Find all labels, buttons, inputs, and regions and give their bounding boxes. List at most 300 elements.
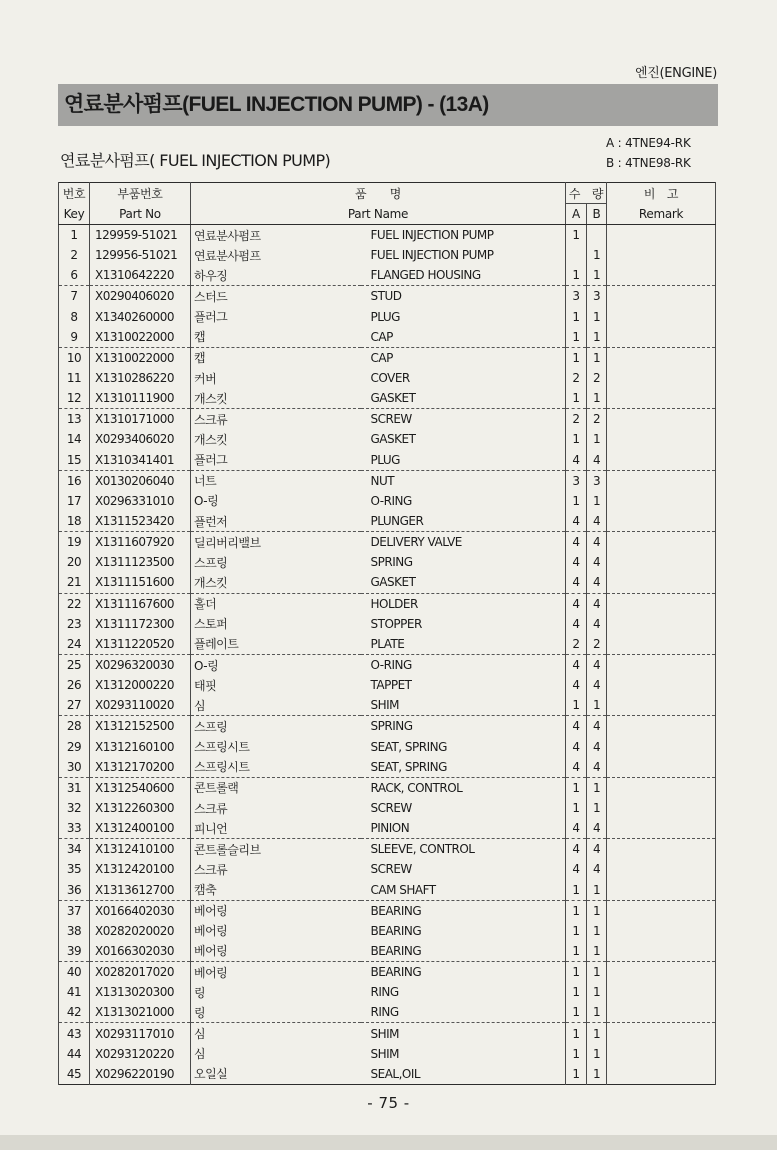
part-name-en: O-RING (361, 654, 566, 675)
header-key-en: Key (59, 204, 90, 225)
part-name-kr: 스크류 (191, 798, 361, 818)
part-name-en: PINION (361, 818, 566, 839)
part-name-en: BEARING (361, 921, 566, 941)
table-row (59, 695, 716, 716)
part-key: 23 (59, 614, 90, 634)
part-name-en: SCREW (361, 798, 566, 818)
part-name-en: CAM SHAFT (361, 880, 566, 901)
part-key: 42 (59, 1002, 90, 1023)
table-row (59, 450, 716, 471)
qty-b: 4 (587, 675, 607, 695)
table-row (59, 900, 716, 921)
remark-cell (607, 225, 716, 246)
part-name-kr: 콘트롤슬리브 (191, 839, 361, 860)
part-number: X1310022000 (90, 347, 191, 368)
table-row (59, 839, 716, 860)
model-a-label: A : 4TNE94-RK (606, 136, 691, 150)
part-number: X1311172300 (90, 614, 191, 634)
part-key: 15 (59, 450, 90, 471)
table-row (59, 634, 716, 655)
table-row (59, 552, 716, 572)
part-number: X1312420100 (90, 859, 191, 879)
qty-b: 1 (587, 1064, 607, 1085)
part-number: X0282020020 (90, 921, 191, 941)
part-key: 1 (59, 225, 90, 246)
part-number: X1313612700 (90, 880, 191, 901)
remark-cell (607, 470, 716, 491)
qty-a: 4 (566, 654, 587, 675)
header-name-kr: 품 명 (191, 183, 566, 204)
remark-cell (607, 1023, 716, 1044)
page-bottom-edge (0, 1135, 777, 1150)
remark-cell (607, 1002, 716, 1023)
qty-a: 1 (566, 695, 587, 716)
part-key: 22 (59, 593, 90, 614)
part-key: 18 (59, 511, 90, 532)
qty-a: 1 (566, 900, 587, 921)
qty-a: 2 (566, 409, 587, 430)
remark-cell (607, 675, 716, 695)
part-name-en: GASKET (361, 429, 566, 449)
qty-a: 1 (566, 1002, 587, 1023)
part-name-kr: 홀더 (191, 593, 361, 614)
part-number: X0293117010 (90, 1023, 191, 1044)
qty-b: 1 (587, 491, 607, 511)
part-key: 31 (59, 777, 90, 798)
qty-a: 1 (566, 491, 587, 511)
part-key: 25 (59, 654, 90, 675)
part-number: X0296320030 (90, 654, 191, 675)
part-key: 30 (59, 757, 90, 778)
qty-a: 1 (566, 1064, 587, 1085)
table-row (59, 327, 716, 348)
qty-b: 4 (587, 654, 607, 675)
part-key: 10 (59, 347, 90, 368)
qty-a: 1 (566, 307, 587, 327)
part-key: 14 (59, 429, 90, 449)
qty-a: 1 (566, 777, 587, 798)
qty-b: 1 (587, 695, 607, 716)
qty-b: 4 (587, 737, 607, 757)
qty-a: 1 (566, 347, 587, 368)
table-row (59, 880, 716, 901)
part-name-en: FUEL INJECTION PUMP (361, 245, 566, 265)
part-number: X0293406020 (90, 429, 191, 449)
part-number: X0290406020 (90, 286, 191, 307)
remark-cell (607, 245, 716, 265)
part-name-kr: 스토퍼 (191, 614, 361, 634)
qty-b: 1 (587, 347, 607, 368)
qty-b: 2 (587, 368, 607, 388)
qty-b: 1 (587, 962, 607, 983)
qty-b: 1 (587, 880, 607, 901)
table-row (59, 675, 716, 695)
qty-a: 4 (566, 737, 587, 757)
qty-b: 4 (587, 511, 607, 532)
remark-cell (607, 265, 716, 286)
part-name-kr: 베어링 (191, 962, 361, 983)
remark-cell (607, 880, 716, 901)
part-name-en: STUD (361, 286, 566, 307)
part-key: 29 (59, 737, 90, 757)
part-name-en: GASKET (361, 388, 566, 409)
part-name-kr: 딜리버리밸브 (191, 532, 361, 553)
remark-cell (607, 511, 716, 532)
table-row (59, 265, 716, 286)
qty-a (566, 245, 587, 265)
header-partno-en: Part No (90, 204, 191, 225)
part-number: X0293110020 (90, 695, 191, 716)
qty-b: 1 (587, 265, 607, 286)
part-number: X1311523420 (90, 511, 191, 532)
qty-a: 4 (566, 532, 587, 553)
part-key: 16 (59, 470, 90, 491)
part-name-en: PLATE (361, 634, 566, 655)
part-number: X1311220520 (90, 634, 191, 655)
part-key: 38 (59, 921, 90, 941)
header-qty-kr: 수 량 (566, 183, 607, 204)
part-number: X1312400100 (90, 818, 191, 839)
table-row (59, 286, 716, 307)
part-name-kr: 심 (191, 695, 361, 716)
qty-b: 4 (587, 757, 607, 778)
table-row (59, 921, 716, 941)
part-key: 27 (59, 695, 90, 716)
table-row (59, 368, 716, 388)
part-key: 36 (59, 880, 90, 901)
table-header-row-en (59, 204, 716, 225)
qty-a: 1 (566, 921, 587, 941)
part-key: 20 (59, 552, 90, 572)
part-name-en: COVER (361, 368, 566, 388)
part-name-kr: 캠축 (191, 880, 361, 901)
part-name-en: FLANGED HOUSING (361, 265, 566, 286)
part-name-en: SCREW (361, 409, 566, 430)
model-legend (606, 133, 691, 173)
qty-a: 4 (566, 716, 587, 737)
part-name-en: GASKET (361, 572, 566, 593)
qty-a: 1 (566, 327, 587, 348)
part-name-kr: 캡 (191, 347, 361, 368)
qty-a: 1 (566, 429, 587, 449)
qty-a: 1 (566, 798, 587, 818)
qty-b: 1 (587, 388, 607, 409)
table-row (59, 491, 716, 511)
remark-cell (607, 368, 716, 388)
table-row (59, 818, 716, 839)
part-name-kr: 너트 (191, 470, 361, 491)
part-name-kr: 개스킷 (191, 572, 361, 593)
table-row (59, 716, 716, 737)
part-key: 34 (59, 839, 90, 860)
part-key: 39 (59, 941, 90, 962)
part-key: 17 (59, 491, 90, 511)
part-name-kr: 플러그 (191, 307, 361, 327)
qty-a: 3 (566, 470, 587, 491)
qty-a: 1 (566, 1023, 587, 1044)
table-row (59, 532, 716, 553)
part-name-kr: 개스킷 (191, 388, 361, 409)
qty-a: 1 (566, 941, 587, 962)
part-name-kr: 스프링 (191, 716, 361, 737)
part-number: X1310286220 (90, 368, 191, 388)
qty-b: 1 (587, 429, 607, 449)
part-key: 11 (59, 368, 90, 388)
part-name-en: PLUG (361, 307, 566, 327)
part-number: X1312000220 (90, 675, 191, 695)
part-key: 19 (59, 532, 90, 553)
part-name-en: RING (361, 1002, 566, 1023)
qty-b: 2 (587, 634, 607, 655)
part-name-en: FUEL INJECTION PUMP (361, 225, 566, 246)
qty-b (587, 225, 607, 246)
part-key: 6 (59, 265, 90, 286)
qty-b: 1 (587, 921, 607, 941)
section-label: 엔진(ENGINE) (634, 66, 717, 81)
part-name-kr: 링 (191, 982, 361, 1002)
table-row (59, 1023, 716, 1044)
qty-b: 3 (587, 286, 607, 307)
qty-a: 4 (566, 839, 587, 860)
part-name-kr: 플러그 (191, 450, 361, 471)
part-number: X1313020300 (90, 982, 191, 1002)
table-row (59, 470, 716, 491)
part-key: 41 (59, 982, 90, 1002)
qty-a: 2 (566, 634, 587, 655)
remark-cell (607, 777, 716, 798)
part-name-kr: 베어링 (191, 941, 361, 962)
part-key: 24 (59, 634, 90, 655)
part-number: X1311167600 (90, 593, 191, 614)
remark-cell (607, 859, 716, 879)
part-name-kr: 스크류 (191, 859, 361, 879)
part-name-en: SHIM (361, 695, 566, 716)
part-name-kr: 스크류 (191, 409, 361, 430)
table-row (59, 941, 716, 962)
part-name-en: CAP (361, 347, 566, 368)
part-name-kr: 링 (191, 1002, 361, 1023)
header-qty-b: B (587, 204, 607, 225)
qty-b: 1 (587, 245, 607, 265)
part-key: 13 (59, 409, 90, 430)
part-name-en: SEAL,OIL (361, 1064, 566, 1085)
qty-b: 3 (587, 470, 607, 491)
table-row (59, 798, 716, 818)
part-key: 8 (59, 307, 90, 327)
parts-table (58, 182, 716, 1085)
qty-b: 1 (587, 900, 607, 921)
qty-a: 1 (566, 265, 587, 286)
qty-a: 1 (566, 225, 587, 246)
remark-cell (607, 962, 716, 983)
part-name-en: SHIM (361, 1044, 566, 1064)
header-name-en: Part Name (191, 204, 566, 225)
part-number: X1340260000 (90, 307, 191, 327)
remark-cell (607, 654, 716, 675)
qty-a: 4 (566, 859, 587, 879)
part-number: 129959-51021 (90, 225, 191, 246)
part-name-kr: 심 (191, 1023, 361, 1044)
part-number: X1312152500 (90, 716, 191, 737)
part-name-kr: 연료분사펌프 (191, 225, 361, 246)
qty-b: 1 (587, 941, 607, 962)
qty-b: 1 (587, 798, 607, 818)
qty-b: 1 (587, 1002, 607, 1023)
part-name-en: CAP (361, 327, 566, 348)
qty-a: 4 (566, 572, 587, 593)
qty-b: 1 (587, 1023, 607, 1044)
remark-cell (607, 409, 716, 430)
qty-a: 3 (566, 286, 587, 307)
parts-table-body (59, 225, 716, 1085)
part-number: X0166402030 (90, 900, 191, 921)
table-row (59, 245, 716, 265)
part-name-kr: 스프링시트 (191, 737, 361, 757)
part-number: X1312160100 (90, 737, 191, 757)
qty-a: 2 (566, 368, 587, 388)
remark-cell (607, 450, 716, 471)
part-name-en: DELIVERY VALVE (361, 532, 566, 553)
part-key: 28 (59, 716, 90, 737)
part-name-kr: 하우징 (191, 265, 361, 286)
qty-a: 4 (566, 818, 587, 839)
part-name-en: BEARING (361, 962, 566, 983)
part-key: 32 (59, 798, 90, 818)
page-title-banner: 연료분사펌프(FUEL INJECTION PUMP) - (13A) (58, 84, 718, 126)
remark-cell (607, 695, 716, 716)
qty-b: 4 (587, 593, 607, 614)
part-name-kr: 플레이트 (191, 634, 361, 655)
part-number: X1312170200 (90, 757, 191, 778)
qty-b: 4 (587, 450, 607, 471)
part-key: 45 (59, 1064, 90, 1085)
table-row (59, 409, 716, 430)
table-row (59, 307, 716, 327)
part-number: X1310341401 (90, 450, 191, 471)
part-key: 7 (59, 286, 90, 307)
part-number: X0296331010 (90, 491, 191, 511)
part-key: 33 (59, 818, 90, 839)
part-name-kr: 플런저 (191, 511, 361, 532)
part-number: X1310171000 (90, 409, 191, 430)
part-key: 40 (59, 962, 90, 983)
remark-cell (607, 614, 716, 634)
remark-cell (607, 552, 716, 572)
remark-cell (607, 941, 716, 962)
remark-cell (607, 593, 716, 614)
qty-b: 4 (587, 572, 607, 593)
part-name-kr: 캡 (191, 327, 361, 348)
table-row (59, 737, 716, 757)
qty-a: 4 (566, 757, 587, 778)
part-number: X1311151600 (90, 572, 191, 593)
part-name-en: SEAT, SPRING (361, 737, 566, 757)
part-name-kr: 콘트롤랙 (191, 777, 361, 798)
table-row (59, 572, 716, 593)
qty-a: 4 (566, 511, 587, 532)
qty-a: 4 (566, 675, 587, 695)
part-number: X1313021000 (90, 1002, 191, 1023)
table-row (59, 982, 716, 1002)
part-number: X0296220190 (90, 1064, 191, 1085)
part-name-kr: O-링 (191, 491, 361, 511)
page-subtitle: 연료분사펌프( FUEL INJECTION PUMP) (60, 151, 331, 170)
remark-cell (607, 818, 716, 839)
remark-cell (607, 327, 716, 348)
remark-cell (607, 572, 716, 593)
part-key: 35 (59, 859, 90, 879)
qty-b: 4 (587, 614, 607, 634)
qty-a: 4 (566, 450, 587, 471)
header-key-kr: 번호 (59, 183, 90, 204)
remark-cell (607, 307, 716, 327)
page-number: - 75 - (367, 1094, 410, 1112)
part-key: 26 (59, 675, 90, 695)
qty-b: 4 (587, 716, 607, 737)
part-number: 129956-51021 (90, 245, 191, 265)
table-row (59, 614, 716, 634)
table-row (59, 1044, 716, 1064)
remark-cell (607, 634, 716, 655)
table-row (59, 757, 716, 778)
part-name-kr: 스터드 (191, 286, 361, 307)
table-row (59, 777, 716, 798)
qty-a: 4 (566, 614, 587, 634)
part-number: X1310022000 (90, 327, 191, 348)
remark-cell (607, 286, 716, 307)
part-number: X0166302030 (90, 941, 191, 962)
qty-b: 4 (587, 552, 607, 572)
qty-a: 1 (566, 388, 587, 409)
qty-b: 4 (587, 532, 607, 553)
table-row (59, 654, 716, 675)
table-row (59, 388, 716, 409)
part-key: 12 (59, 388, 90, 409)
part-number: X1311123500 (90, 552, 191, 572)
qty-b: 1 (587, 1044, 607, 1064)
part-name-kr: 오일실 (191, 1064, 361, 1085)
table-row (59, 859, 716, 879)
part-name-en: STOPPER (361, 614, 566, 634)
part-name-en: PLUG (361, 450, 566, 471)
remark-cell (607, 716, 716, 737)
part-key: 43 (59, 1023, 90, 1044)
part-name-en: RACK, CONTROL (361, 777, 566, 798)
qty-b: 4 (587, 859, 607, 879)
qty-b: 1 (587, 327, 607, 348)
part-name-kr: 태핏 (191, 675, 361, 695)
qty-a: 1 (566, 962, 587, 983)
header-qty-a: A (566, 204, 587, 225)
model-b-label: B : 4TNE98-RK (606, 156, 691, 170)
remark-cell (607, 491, 716, 511)
part-name-en: BEARING (361, 900, 566, 921)
qty-b: 4 (587, 839, 607, 860)
part-name-kr: 개스킷 (191, 429, 361, 449)
part-key: 2 (59, 245, 90, 265)
table-row (59, 1064, 716, 1085)
table-row (59, 962, 716, 983)
qty-b: 1 (587, 777, 607, 798)
part-key: 44 (59, 1044, 90, 1064)
table-row (59, 225, 716, 246)
part-name-kr: 스프링시트 (191, 757, 361, 778)
qty-a: 4 (566, 552, 587, 572)
qty-b: 2 (587, 409, 607, 430)
part-name-kr: 연료분사펌프 (191, 245, 361, 265)
remark-cell (607, 737, 716, 757)
part-number: X0130206040 (90, 470, 191, 491)
